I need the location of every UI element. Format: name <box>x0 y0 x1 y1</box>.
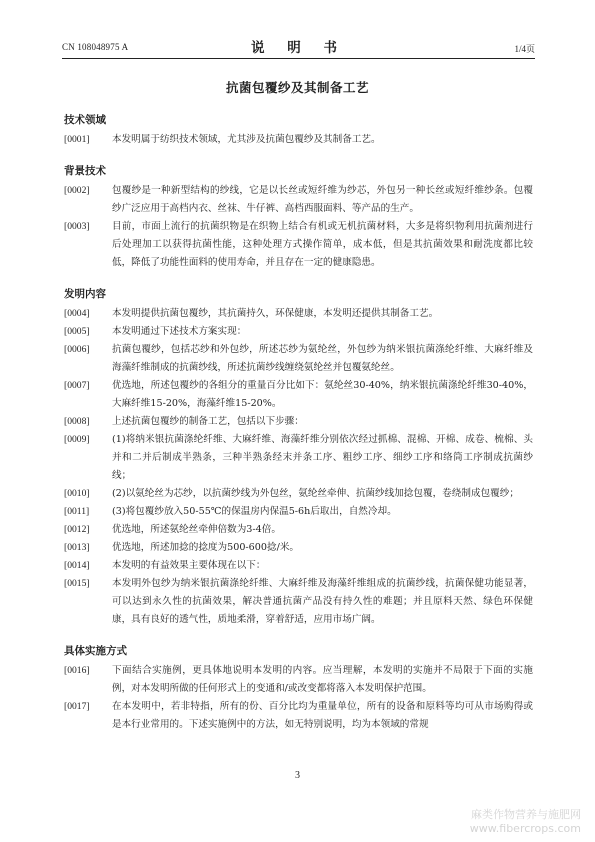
paragraph <box>64 413 533 431</box>
section-heading: 发明内容 <box>64 288 106 300</box>
paragraph-text: 抗菌包覆纱，包括芯纱和外包纱，所述芯纱为氨纶丝，外包纱为纳米银抗菌涤纶纤维、大麻纤维及海藻纤维制成的抗菌纱线，所述抗菌纱线缠绕氨纶丝并包覆氨纶丝。 <box>112 344 533 373</box>
paragraph <box>64 323 533 341</box>
paragraph-number: [0002] <box>64 185 90 196</box>
paragraph <box>64 557 533 575</box>
paragraph-text: 上述抗菌包覆纱的制备工艺，包括以下步骤： <box>112 416 304 427</box>
paragraph-text: 在本发明中，若非特指，所有的份、百分比均为重量单位，所有的设备和原料等均可从市场购得或是本行业常用的。下述实施例中的方法，如无特别说明，均为本领域的常规 <box>112 701 533 730</box>
document-body <box>64 112 533 748</box>
patent-number: CN 108048975 A <box>62 42 129 52</box>
paragraph <box>64 305 533 323</box>
paragraph <box>64 131 533 149</box>
page-header <box>62 36 535 56</box>
paragraph <box>64 521 533 539</box>
watermark-url: www.fibercrops.com <box>469 822 581 835</box>
paragraph-text: (1)将纳米银抗菌涤纶纤维、大麻纤维、海藻纤维分别依次经过抓棉、混棉、开棉、成卷、梳棉、头并和二并后制成半熟条，三种半熟条经末并条工序、粗纱工序、细纱工序和络筒工序制成抗菌纱线； <box>112 434 533 481</box>
section-heading: 具体实施方式 <box>64 645 127 657</box>
page-indicator: 1/4页 <box>514 44 535 54</box>
paragraph <box>64 539 533 557</box>
paragraph-text: 本发明属于纺织技术领域，尤其涉及抗菌包覆纱及其制备工艺。 <box>112 134 381 145</box>
paragraph-text: 本发明通过下述技术方案实现： <box>112 326 247 337</box>
paragraph-number: [0001] <box>64 134 90 145</box>
paragraph <box>64 182 533 218</box>
paragraph-text: 优选地，所述加捻的捻度为500-600捻/米。 <box>112 542 300 553</box>
paragraph-number: [0010] <box>64 488 90 499</box>
paragraph-number: [0011] <box>64 506 90 517</box>
paragraph <box>64 698 533 734</box>
paragraph-text: 本发明外包纱为纳米银抗菌涤纶纤维、大麻纤维及海藻纤维组成的抗菌纱线，抗菌保健功能显著，可以达到永久性的抗菌效果，解决普通抗菌产品没有持久性的难题；并且原料天然、绿色环保健康，具有良好的透气性，质地柔滑，穿着舒适，应用市场广阔。 <box>112 578 533 625</box>
paragraph <box>64 431 533 485</box>
paragraph <box>64 218 533 272</box>
paragraph-number: [0015] <box>64 578 90 589</box>
paragraph-text: 目前，市面上流行的抗菌织物是在织物上结合有机或无机抗菌材料，大多是将织物利用抗菌剂进行后处理加工以获得抗菌性能，这种处理方式操作简单，成本低，但是其抗菌效果和耐洗度都比较低，降低了功能性面料的使用寿命，并且存在一定的健康隐患。 <box>112 221 533 268</box>
header-divider <box>62 58 535 59</box>
paragraph-number: [0008] <box>64 416 90 427</box>
paragraph-number: [0016] <box>64 665 90 676</box>
section <box>64 163 533 272</box>
section <box>64 643 533 734</box>
paragraph-number: [0005] <box>64 326 90 337</box>
section <box>64 112 533 149</box>
paragraph-text: 下面结合实施例，更具体地说明本发明的内容。应当理解，本发明的实施并不局限于下面的实施例，对本发明所做的任何形式上的变通和/或改变都将落入本发明保护范围。 <box>112 665 533 694</box>
paragraph <box>64 377 533 413</box>
paragraph <box>64 485 533 503</box>
paragraph <box>64 662 533 698</box>
paragraph-text: (2)以氨纶丝为芯纱，以抗菌纱线为外包丝，氨纶丝牵伸、抗菌纱线加捻包覆，卷绕制成包覆纱； <box>112 488 519 499</box>
watermark-text: 麻类作物营养与施肥网 <box>471 808 581 821</box>
paragraph-number: [0006] <box>64 344 90 355</box>
paragraph <box>64 503 533 521</box>
paragraph-text: 包覆纱是一种新型结构的纱线，它是以长丝或短纤维为纱芯，外包另一种长丝或短纤维纱条。包覆纱广泛应用于高档内衣、丝袜、牛仔裤、高档西服面料、等产品的生产。 <box>112 185 533 214</box>
paragraph-number: [0009] <box>64 434 90 445</box>
paragraph-number: [0003] <box>64 221 90 232</box>
paragraph-number: [0014] <box>64 560 90 571</box>
paragraph-text: 优选地，所述氨纶丝牵伸倍数为3-4倍。 <box>112 524 281 535</box>
section-heading: 技术领域 <box>64 114 106 126</box>
header-title: 说 明 书 <box>251 40 346 56</box>
section-heading: 背景技术 <box>64 165 106 177</box>
document-title: 抗菌包覆纱及其制备工艺 <box>225 80 369 95</box>
paragraph-number: [0013] <box>64 542 90 553</box>
paragraph <box>64 575 533 629</box>
paragraph-text: 本发明提供抗菌包覆纱，其抗菌持久，环保健康，本发明还提供其制备工艺。 <box>112 308 439 319</box>
paragraph <box>64 341 533 377</box>
paragraph-text: 优选地，所述包覆纱的各组分的重量百分比如下：氨纶丝30-40%，纳米银抗菌涤纶纤维30-40%，大麻纤维15-20%，海藻纤维15-20%。 <box>112 380 533 409</box>
paragraph-number: [0007] <box>64 380 90 391</box>
paragraph-text: (3)将包覆纱放入50-55℃的保温房内保温5-6h后取出，自然冷却。 <box>112 506 397 517</box>
paragraph-number: [0017] <box>64 701 90 712</box>
watermark <box>470 808 581 836</box>
paragraph-text: 本发明的有益效果主要体现在以下： <box>112 560 266 571</box>
paragraph-number: [0012] <box>64 524 90 535</box>
page-number: 3 <box>295 770 300 781</box>
section <box>64 286 533 629</box>
paragraph-number: [0004] <box>64 308 90 319</box>
